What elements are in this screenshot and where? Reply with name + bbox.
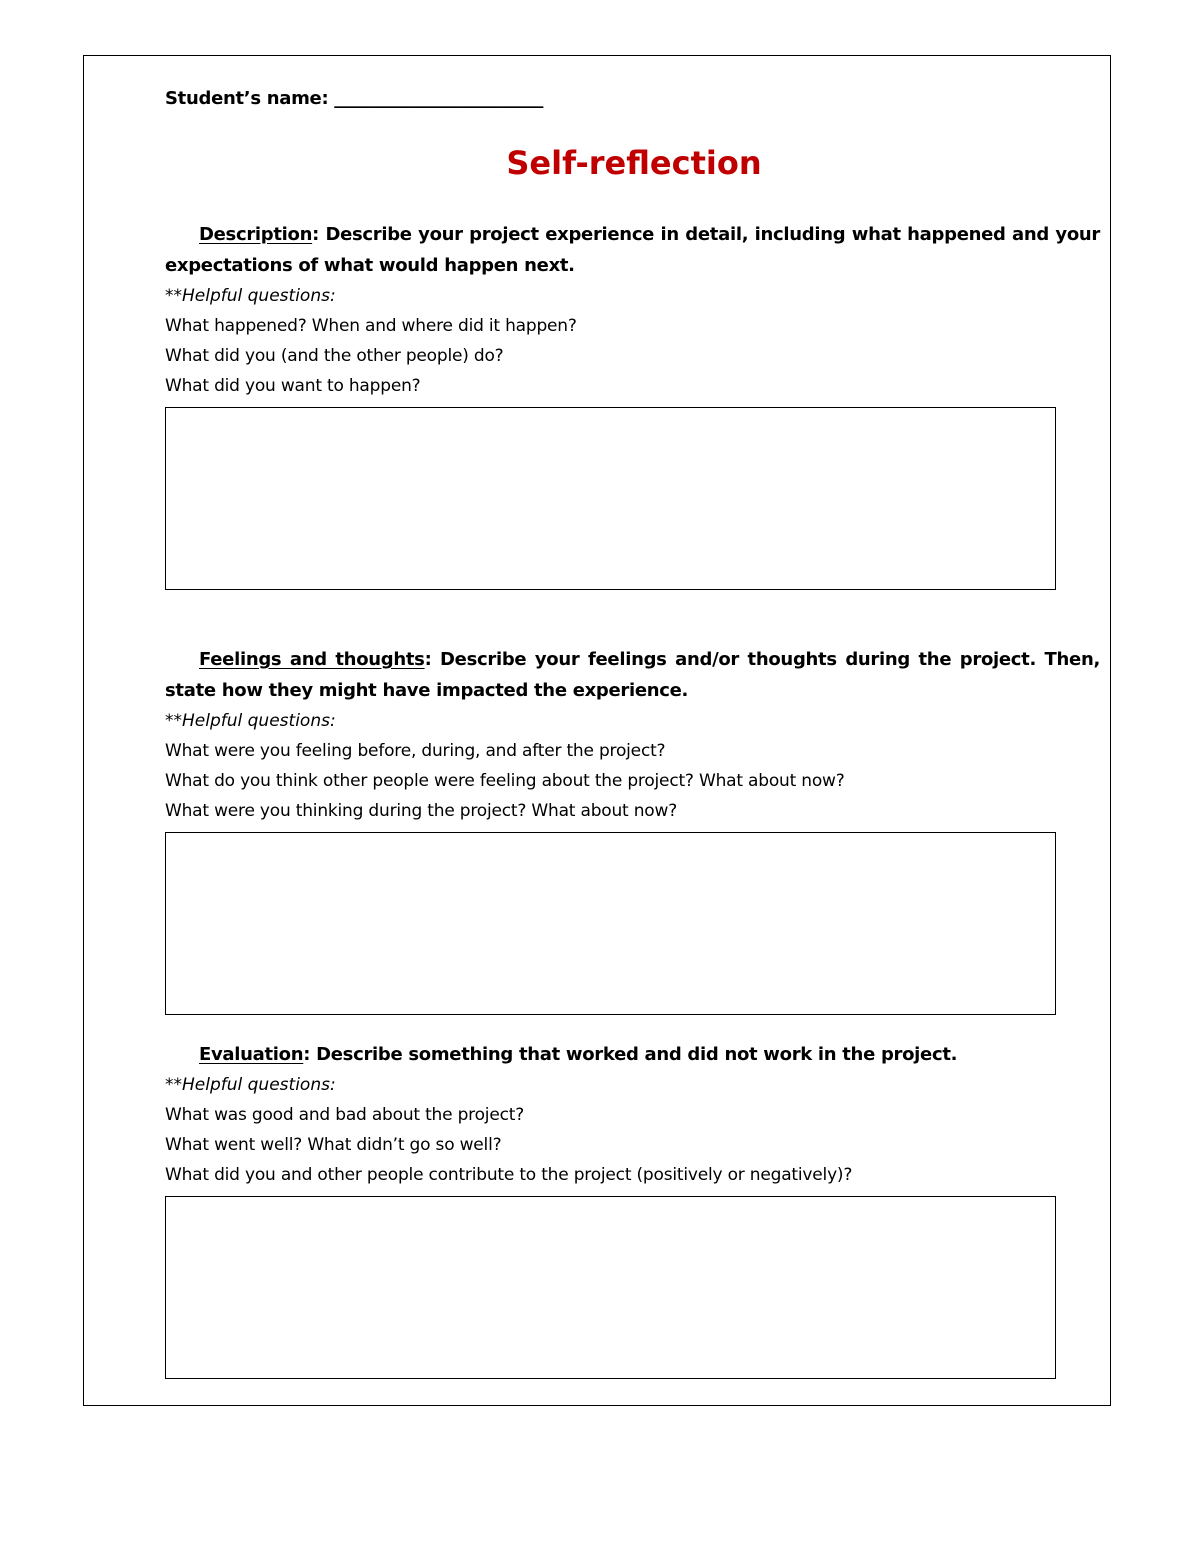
section-prompt: [165, 644, 1100, 706]
section-prompt-text: : Describe your feelings and/or thoughts during the project. Then, state how they might have impacted the experience.: [165, 649, 1100, 701]
answer-box-feelings[interactable]: [165, 832, 1056, 1015]
section-prompt: [165, 219, 1100, 281]
section-prompt: [165, 1039, 1100, 1070]
helpful-questions-label: **Helpful questions:: [165, 711, 336, 731]
question-item: What happened? When and where did it happen?: [165, 316, 577, 336]
question-item: What went well? What didn’t go so well?: [165, 1135, 502, 1155]
section-feelings: [165, 644, 1100, 1015]
question-item: What was good and bad about the project?: [165, 1105, 525, 1125]
question-item: What did you want to happen?: [165, 376, 421, 396]
question-item: What do you think other people were feeling about the project? What about now?: [165, 771, 845, 791]
section-description: [165, 219, 1100, 590]
helpful-questions-label: **Helpful questions:: [165, 1075, 336, 1095]
section-heading: Description: [199, 224, 313, 245]
section-heading: Evaluation: [199, 1044, 304, 1065]
question-item: What did you and other people contribute to the project (positively or negatively)?: [165, 1165, 853, 1185]
question-item: What were you thinking during the project? What about now?: [165, 801, 678, 821]
answer-box-description[interactable]: [165, 407, 1056, 590]
question-item: What were you feeling before, during, and after the project?: [165, 741, 666, 761]
page-title: Self-reflection: [506, 144, 762, 182]
section-prompt-text: : Describe your project experience in detail, including what happened and your expectations of what would happen next.: [165, 224, 1100, 276]
section-evaluation: [165, 1039, 1100, 1379]
section-heading: Feelings and thoughts: [199, 649, 425, 670]
answer-box-evaluation[interactable]: [165, 1196, 1056, 1379]
helpful-questions-label: **Helpful questions:: [165, 286, 336, 306]
question-item: What did you (and the other people) do?: [165, 346, 504, 366]
section-prompt-text: : Describe something that worked and did not work in the project.: [303, 1044, 958, 1065]
student-name-label: Student’s name: ________________________: [165, 88, 544, 109]
